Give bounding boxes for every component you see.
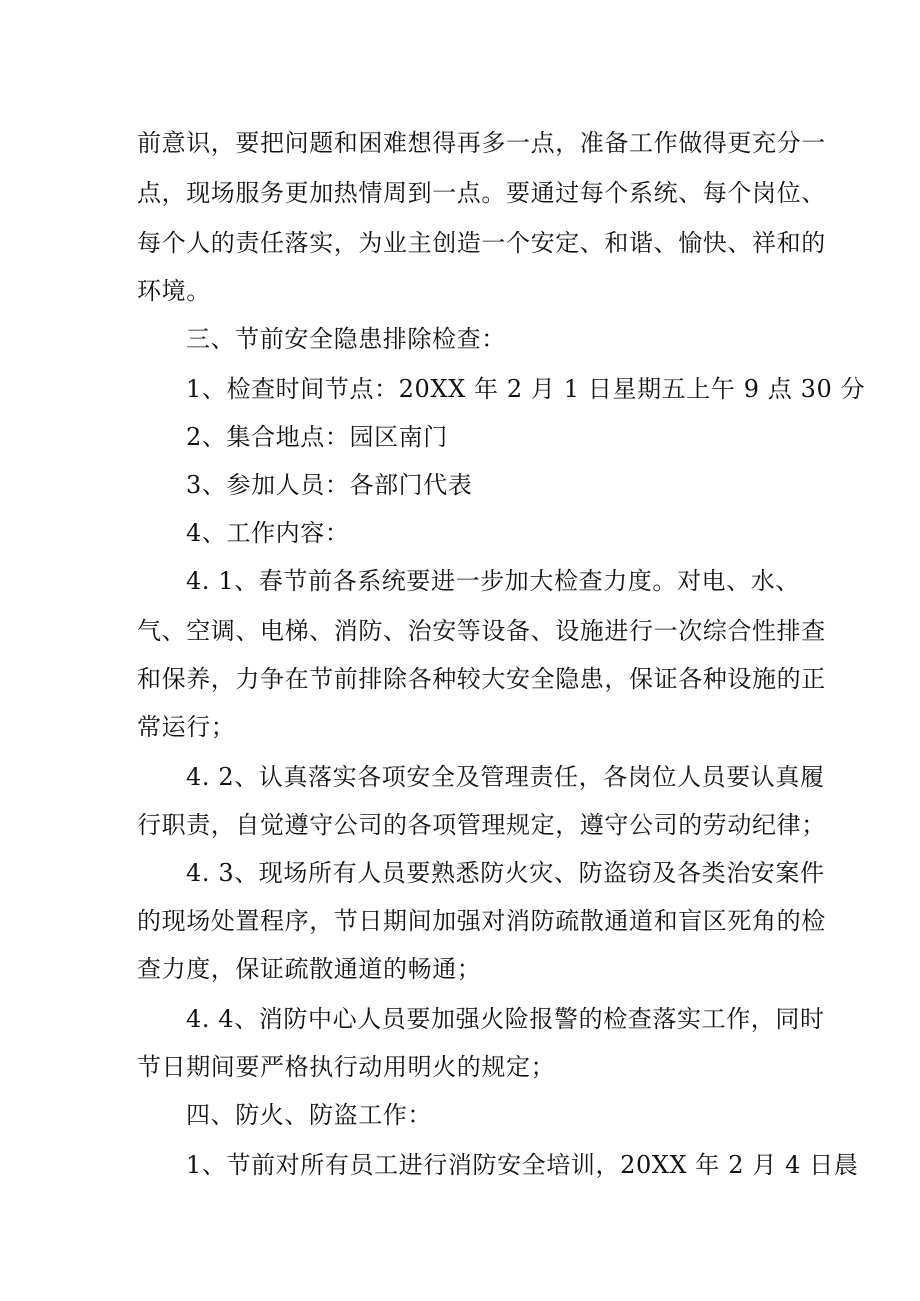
text-line: 节日期间要严格执行动用明火的规定； [137, 1053, 556, 1081]
text-line: 的现场处置程序，节日期间加强对消防疏散通道和盲区死角的检 [137, 907, 826, 935]
list-item: 1、节前对所有员工进行消防安全培训，20XX 年 2 月 4 日晨 [186, 1151, 859, 1179]
text-line: 和保养，力争在节前排除各种较大安全隐患，保证各种设施的正 [137, 665, 826, 693]
text-line: 前意识，要把问题和困难想得再多一点，准备工作做得更充分一 [137, 129, 826, 157]
text-line: 行职责，自觉遵守公司的各项管理规定，遵守公司的劳动纪律； [137, 811, 826, 839]
list-item: 4、工作内容： [186, 519, 350, 547]
list-item: 4. 3、现场所有人员要熟悉防火灾、防盗窃及各类治安案件 [186, 859, 825, 887]
list-item: 4. 2、认真落实各项安全及管理责任，各岗位人员要认真履 [186, 763, 825, 791]
text-line: 查力度，保证疏散通道的畅通； [137, 955, 482, 983]
text-line: 气、空调、电梯、消防、治安等设备、设施进行一次综合性排查 [137, 617, 826, 645]
list-item: 3、参加人员：各部门代表 [186, 471, 473, 499]
text-line: 常运行； [137, 713, 236, 741]
section-heading: 三、节前安全隐患排除检查： [186, 325, 506, 353]
text-line: 点，现场服务更加热情周到一点。要通过每个系统、每个岗位、 [137, 179, 826, 207]
text-line: 环境。 [137, 277, 211, 305]
list-item: 1、检查时间节点：20XX 年 2 月 1 日星期五上午 9 点 30 分 [186, 375, 866, 403]
list-item: 2、集合地点：园区南门 [186, 423, 448, 451]
text-line: 每个人的责任落实，为业主创造一个安定、和谐、愉快、祥和的 [137, 229, 826, 257]
list-item: 4. 1、春节前各系统要进一步加大检查力度。对电、水、 [186, 567, 800, 595]
list-item: 4. 4、消防中心人员要加强火险报警的检查落实工作，同时 [186, 1005, 825, 1033]
section-heading: 四、防火、防盗工作： [186, 1101, 432, 1129]
